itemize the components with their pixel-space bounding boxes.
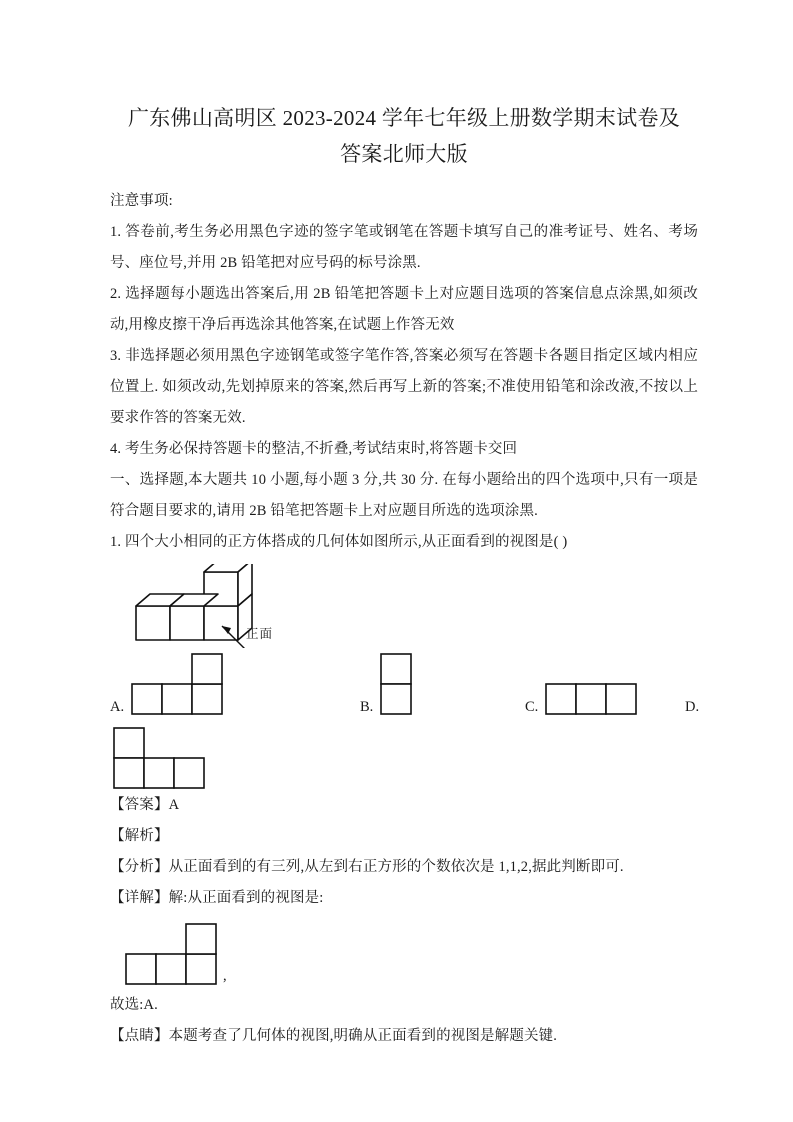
option-d[interactable] — [685, 700, 705, 717]
solution-shape — [124, 922, 220, 986]
notice-item-4: 4. 考生务必保持答题卡的整洁,不折叠,考试结束时,将答题卡交回 — [110, 441, 518, 457]
option-a-label: A. — [110, 698, 125, 715]
option-c[interactable] — [525, 682, 640, 716]
option-d-shape-wrap[interactable] — [112, 726, 698, 790]
question-1-options — [110, 658, 698, 720]
question-1-answer — [110, 790, 698, 821]
solution-figure-comma: , — [223, 968, 227, 984]
analysis-label: 【分析】 — [110, 859, 169, 875]
question-1-solid-figure — [118, 564, 698, 650]
option-a-shape — [130, 652, 226, 716]
question-1-insight — [110, 1021, 698, 1052]
notices-heading: 注意事项: — [110, 193, 173, 209]
analysis-text: 从正面看到的有三列,从左到右正方形的个数依次是 1,1,2,据此判断即可. — [168, 859, 624, 875]
notice-item-1: 1. 答卷前,考生务必用黑色字迹的签字笔或钢笔在答题卡填写自己的准考证号、姓名、考场号、座位号,并用 2B 铅笔把对应号码的标号涂黑. — [110, 224, 698, 271]
option-b[interactable] — [360, 652, 415, 716]
option-b-label: B. — [360, 698, 374, 715]
option-d-label: D. — [685, 698, 700, 715]
detail-label: 【详解】 — [110, 890, 169, 906]
page-title-line-1: 广东佛山高明区 2023-2024 学年七年级上册数学期末试卷及 — [127, 106, 681, 130]
question-1-stem: 1. 四个大小相同的正方体搭成的几何体如图所示,从正面看到的视图是( ) — [110, 534, 568, 550]
question-1-conclusion: 故选:A. — [110, 997, 158, 1013]
question-1-detail — [110, 883, 698, 914]
insight-label: 【点睛】 — [110, 1028, 169, 1044]
page-title-line-2: 答案北师大版 — [340, 142, 468, 166]
question-1-analysis — [110, 852, 698, 883]
insight-text: 本题考查了几何体的视图,明确从正面看到的视图是解题关键. — [168, 1028, 558, 1044]
option-c-label: C. — [525, 698, 539, 715]
solution-figure — [124, 922, 698, 986]
option-c-shape — [544, 682, 640, 716]
explanation-label: 【解析】 — [110, 828, 169, 844]
section-one-heading: 一、选择题,本大题共 10 小题,每小题 3 分,共 30 分. 在每小题给出的四个选项中,只有一项是符合题目要求的,请用 2B 铅笔把答题卡上对应题目所选的选项涂黑. — [110, 472, 698, 519]
solid-figure-svg — [118, 564, 308, 648]
answer-value: A — [168, 797, 180, 813]
detail-text: 解:从正面看到的视图是: — [168, 890, 324, 906]
option-d-shape — [112, 726, 208, 790]
option-a[interactable] — [110, 652, 226, 716]
notice-item-3: 3. 非选择题必须用黑色字迹钢笔或签字笔作答,答案必须写在答题卡各题目指定区域内相应位置上. 如须改动,先划掉原来的答案,然后再写上新的答案;不准使用铅笔和涂改液,不按以上要求作答的答案无效. — [110, 348, 698, 426]
front-view-label: 正面 — [246, 627, 274, 641]
answer-label: 【答案】 — [110, 797, 169, 813]
option-b-shape — [379, 652, 415, 716]
notice-item-2: 2. 选择题每小题选出答案后,用 2B 铅笔把答题卡上对应题目选项的答案信息点涂黑,如须改动,用橡皮擦干净后再选涂其他答案,在试题上作答无效 — [110, 286, 698, 333]
page-title — [110, 100, 698, 172]
